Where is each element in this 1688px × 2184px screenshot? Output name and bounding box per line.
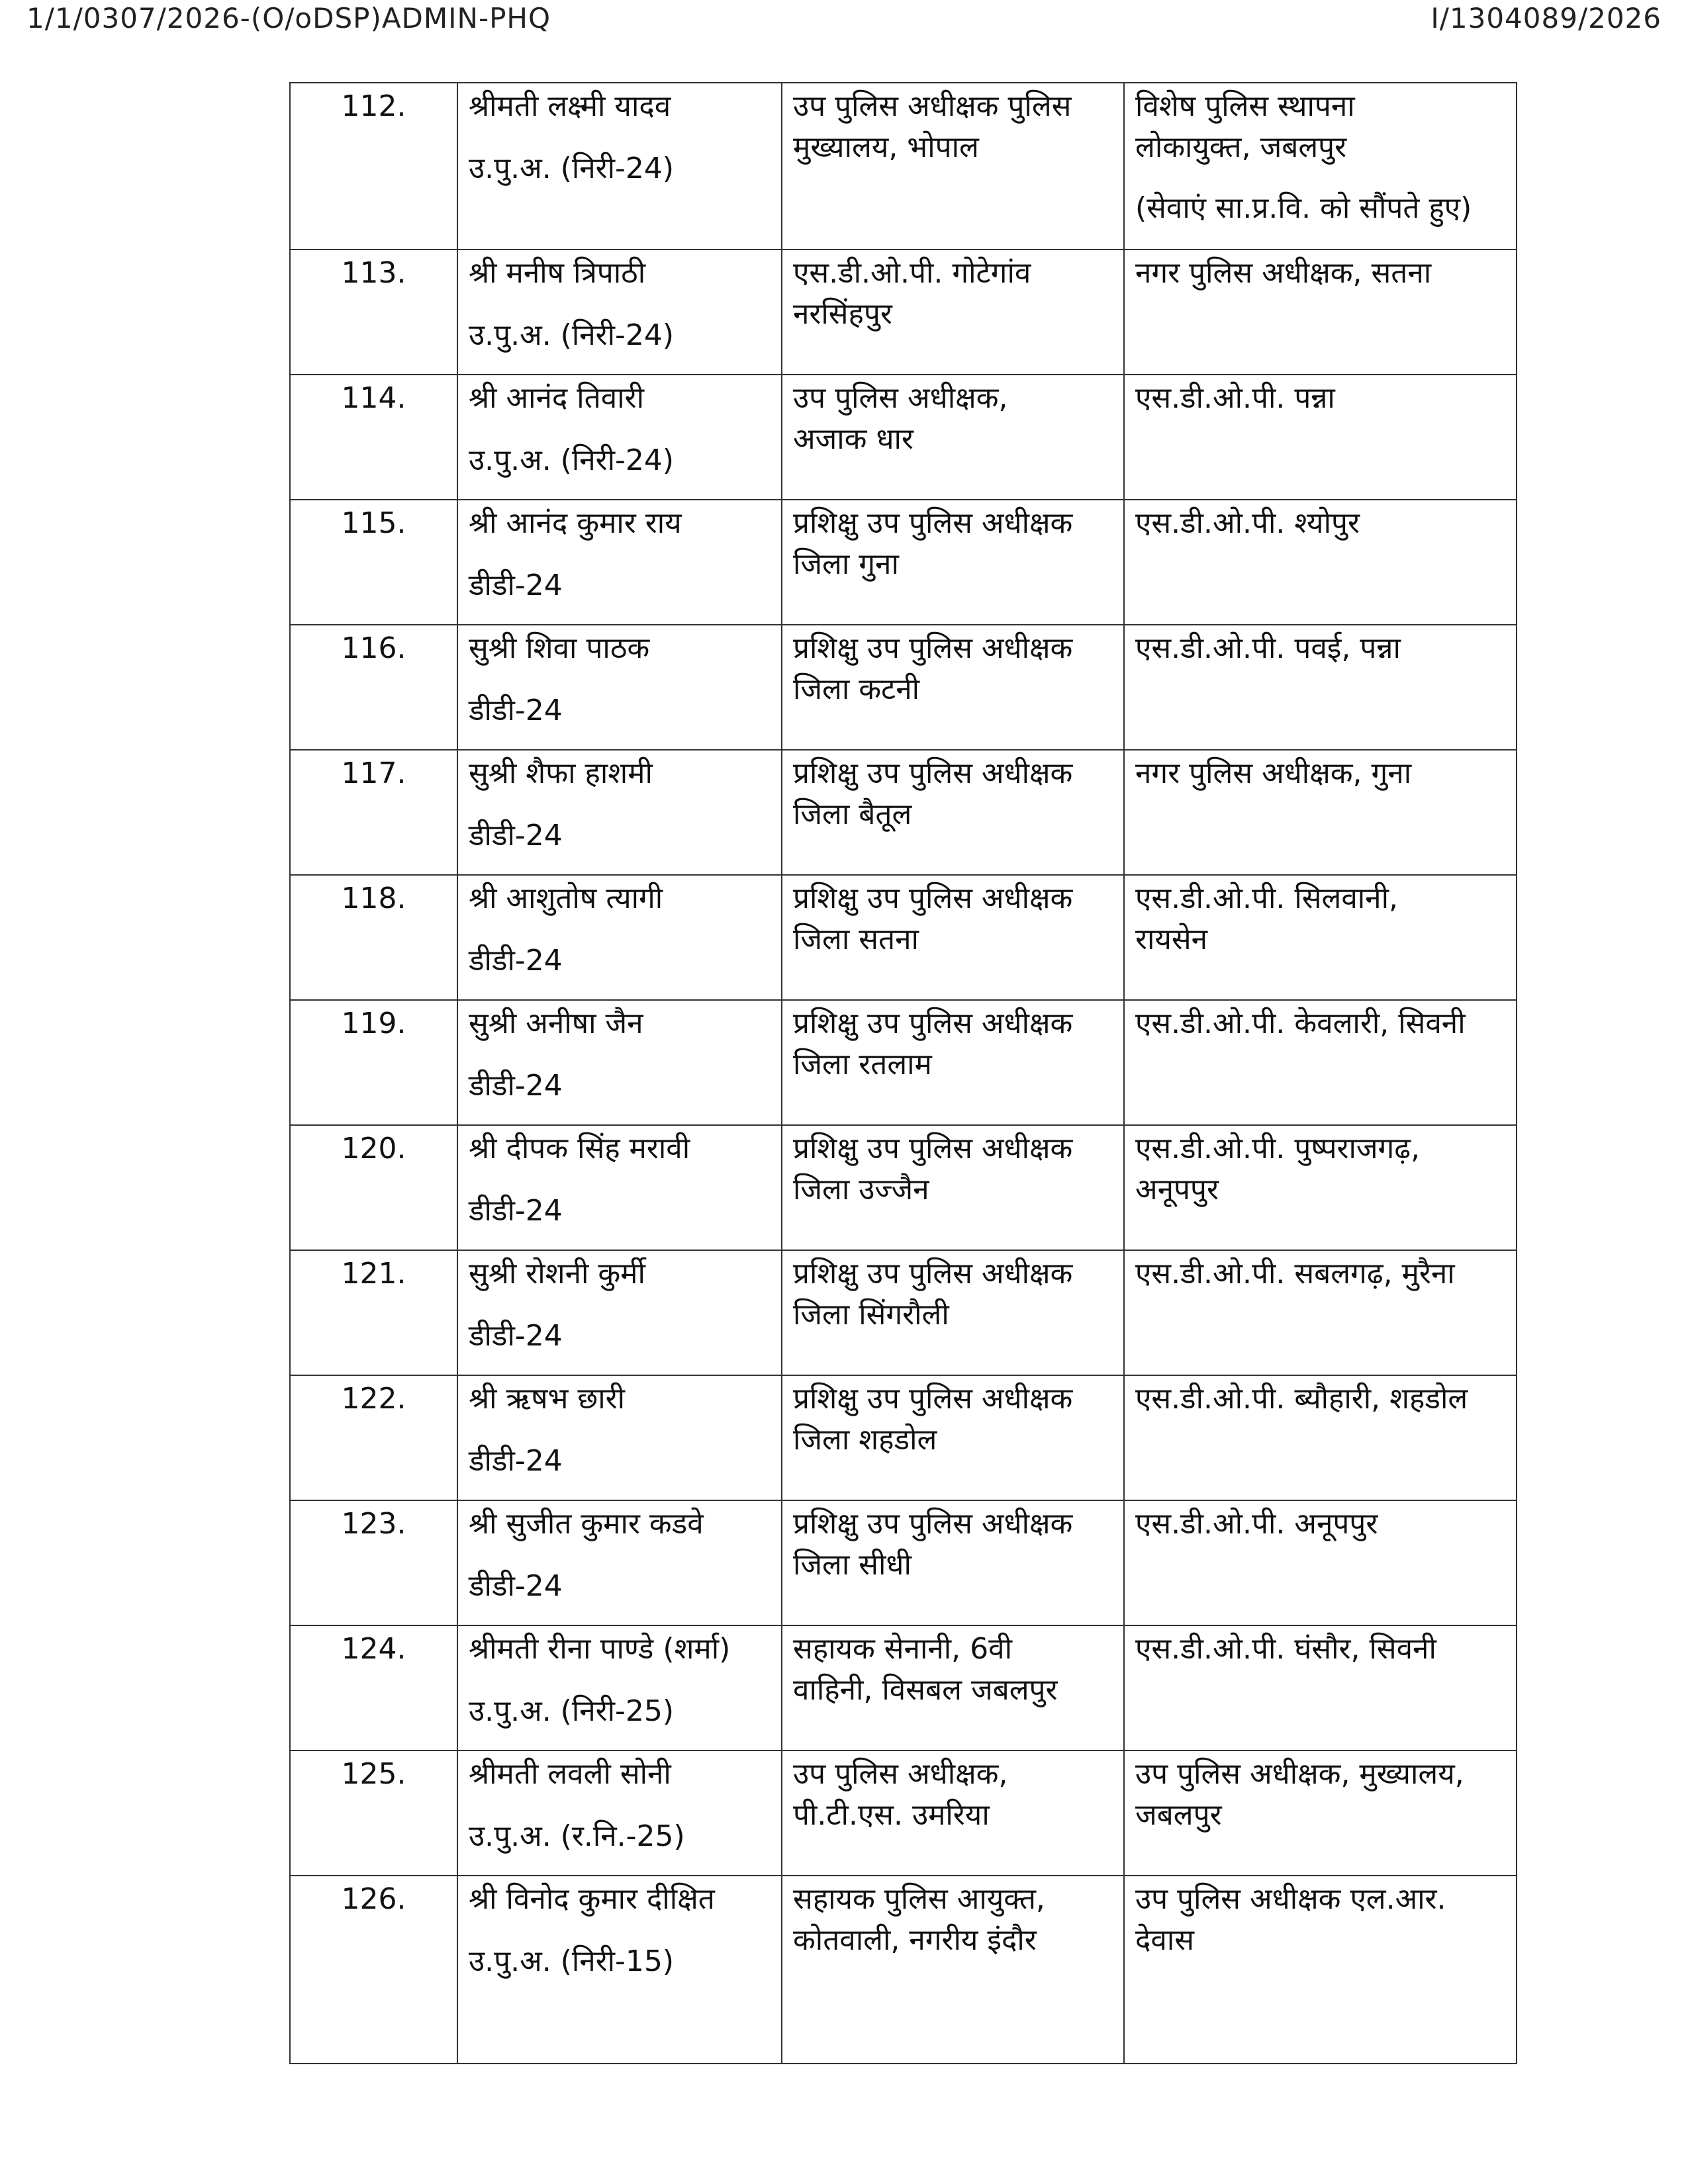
officer-cell [457,1375,782,1500]
serial-number-cell: 115. [290,500,457,625]
current-posting-cell [782,750,1124,875]
officer-cell [457,625,782,750]
table-row [290,83,1517,250]
new-posting-line: उप पुलिस अधीक्षक, मुख्यालय, [1135,1757,1464,1791]
new-posting-line: एस.डी.ओ.पी. अनूपपुर [1135,1507,1378,1541]
serial-number-cell: 125. [290,1751,457,1876]
officer-cell [457,1000,782,1125]
new-posting-cell [1124,250,1517,375]
current-posting-cell [782,1625,1124,1751]
current-posting-cell [782,250,1124,375]
new-posting-line: एस.डी.ओ.पी. सबलगढ़, मुरैना [1135,1257,1455,1291]
officer-rank: उ.पु.अ. (निरी-24) [469,443,675,477]
new-posting-line: एस.डी.ओ.पी. ब्यौहारी, शहडोल [1135,1382,1468,1416]
current-posting-line: नरसिंहपुर [793,297,892,331]
current-posting-line: जिला शहडोल [793,1423,937,1457]
new-posting-line: उप पुलिस अधीक्षक एल.आर. [1135,1882,1446,1916]
current-posting-line: प्रशिक्षु उप पुलिस अधीक्षक [793,1132,1073,1165]
current-posting-line: जिला सतना [793,923,919,956]
serial-number-cell: 112. [290,83,457,250]
officer-rank: डीडी-24 [469,1444,563,1478]
new-posting-line: रायसेन [1135,923,1208,956]
current-posting-line: सहायक पुलिस आयुक्त, [793,1882,1045,1916]
officer-rank: डीडी-24 [469,1319,563,1353]
table-row [290,750,1517,875]
serial-number-cell: 126. [290,1876,457,2064]
officer-cell [457,375,782,500]
current-posting-line: एस.डी.ओ.पी. गोटेगांव [793,256,1031,290]
current-posting-line: उप पुलिस अधीक्षक, [793,381,1008,415]
current-posting-cell [782,1500,1124,1625]
officer-cell [457,83,782,250]
current-posting-line: प्रशिक्षु उप पुलिस अधीक्षक [793,1382,1073,1416]
current-posting-cell [782,875,1124,1000]
serial-number-cell: 122. [290,1375,457,1500]
table-row [290,1250,1517,1375]
officer-name: श्री मनीष त्रिपाठी [469,256,646,290]
current-posting-line: कोतवाली, नगरीय इंदौर [793,1923,1037,1957]
document-reference-right: I/1304089/2026 [1430,2,1662,34]
current-posting-cell [782,83,1124,250]
new-posting-cell [1124,1500,1517,1625]
new-posting-line: एस.डी.ओ.पी. श्योपुर [1135,506,1360,540]
officer-cell [457,1876,782,2064]
new-posting-line: अनूपपुर [1135,1173,1219,1206]
new-posting-line: विशेष पुलिस स्थापना [1135,89,1355,123]
serial-number-cell: 120. [290,1125,457,1250]
officer-name: श्री सुजीत कुमार कडवे [469,1507,704,1541]
transfer-table [289,82,1517,2064]
new-posting-cell [1124,625,1517,750]
current-posting-line: जिला बैतूल [793,797,912,831]
table-row [290,1500,1517,1625]
officer-cell [457,250,782,375]
table-row [290,1876,1517,2064]
new-posting-line: नगर पुलिस अधीक्षक, सतना [1135,256,1432,290]
new-posting-cell [1124,1751,1517,1876]
officer-cell [457,1625,782,1751]
new-posting-line: एस.डी.ओ.पी. पन्ना [1135,381,1335,415]
officer-name: श्री दीपक सिंह मरावी [469,1132,690,1165]
officer-name: सुश्री शैफा हाशमी [469,756,653,790]
serial-number-cell: 121. [290,1250,457,1375]
serial-number-cell: 119. [290,1000,457,1125]
current-posting-line: उप पुलिस अधीक्षक, [793,1757,1008,1791]
serial-number-cell: 123. [290,1500,457,1625]
new-posting-cell [1124,1000,1517,1125]
new-posting-cell [1124,875,1517,1000]
current-posting-line: प्रशिक्षु उप पुलिस अधीक्षक [793,1007,1073,1040]
officer-name: श्री आनंद तिवारी [469,381,645,415]
current-posting-cell [782,625,1124,750]
current-posting-cell [782,1250,1124,1375]
current-posting-line: पी.टी.एस. उमरिया [793,1798,990,1832]
new-posting-line: एस.डी.ओ.पी. केवलारी, सिवनी [1135,1007,1466,1040]
current-posting-cell [782,1375,1124,1500]
new-posting-cell [1124,1625,1517,1751]
new-posting-cell [1124,1375,1517,1500]
posting-note: (सेवाएं सा.प्र.वि. को सौंपते हुए) [1135,191,1472,225]
new-posting-cell [1124,1876,1517,2064]
officer-rank: डीडी-24 [469,1194,563,1228]
officer-cell [457,750,782,875]
table-row [290,500,1517,625]
officer-rank: उ.पु.अ. (र.नि.-25) [469,1819,685,1853]
officer-rank: डीडी-24 [469,944,563,978]
officer-rank: डीडी-24 [469,569,563,602]
table-row [290,875,1517,1000]
document-reference-left: 1/1/0307/2026-(O/oDSP)ADMIN-PHQ [26,2,551,34]
new-posting-cell [1124,83,1517,250]
officer-cell [457,875,782,1000]
officer-rank: डीडी-24 [469,1569,563,1603]
officer-name: श्रीमती लक्ष्मी यादव [469,89,671,123]
officer-cell [457,1125,782,1250]
new-posting-cell [1124,1250,1517,1375]
table-row [290,1125,1517,1250]
officer-name: सुश्री अनीषा जैन [469,1007,643,1040]
current-posting-cell [782,1000,1124,1125]
serial-number-cell: 117. [290,750,457,875]
current-posting-line: वाहिनी, विसबल जबलपुर [793,1673,1058,1707]
current-posting-cell [782,375,1124,500]
current-posting-line: प्रशिक्षु उप पुलिस अधीक्षक [793,882,1073,915]
current-posting-line: जिला गुना [793,547,899,581]
table-row [290,1000,1517,1125]
officer-name: श्री विनोद कुमार दीक्षित [469,1882,715,1916]
serial-number-cell: 116. [290,625,457,750]
officer-name: श्री आनंद कुमार राय [469,506,682,540]
current-posting-cell [782,1876,1124,2064]
table-row [290,250,1517,375]
officer-cell [457,1500,782,1625]
table-row [290,375,1517,500]
officer-rank: उ.पु.अ. (निरी-24) [469,318,675,352]
current-posting-line: जिला कटनी [793,672,920,706]
new-posting-line: एस.डी.ओ.पी. घंसौर, सिवनी [1135,1632,1436,1666]
officer-name: श्री ऋषभ छारी [469,1382,626,1416]
table-row [290,625,1517,750]
table-row [290,1751,1517,1876]
current-posting-line: प्रशिक्षु उप पुलिस अधीक्षक [793,506,1073,540]
officer-name: सुश्री शिवा पाठक [469,631,650,665]
current-posting-line: सहायक सेनानी, 6वी [793,1632,1013,1666]
current-posting-line: मुख्यालय, भोपाल [793,130,979,164]
current-posting-line: प्रशिक्षु उप पुलिस अधीक्षक [793,1257,1073,1291]
current-posting-line: जिला उज्जैन [793,1173,929,1206]
officer-rank: डीडी-24 [469,1069,563,1103]
officer-cell [457,1250,782,1375]
officer-rank: उ.पु.अ. (निरी-15) [469,1944,675,1978]
table-row [290,1625,1517,1751]
officer-name: श्री आशुतोष त्यागी [469,882,663,915]
new-posting-line: एस.डी.ओ.पी. पवई, पन्ना [1135,631,1401,665]
current-posting-line: उप पुलिस अधीक्षक पुलिस [793,89,1072,123]
officer-rank: उ.पु.अ. (निरी-25) [469,1694,675,1728]
new-posting-line: देवास [1135,1923,1194,1957]
serial-number-cell: 118. [290,875,457,1000]
transfer-table-body [290,83,1517,2064]
current-posting-cell [782,1125,1124,1250]
current-posting-line: प्रशिक्षु उप पुलिस अधीक्षक [793,631,1073,665]
officer-name: श्रीमती लवली सोनी [469,1757,671,1791]
serial-number-cell: 124. [290,1625,457,1751]
serial-number-cell: 114. [290,375,457,500]
current-posting-line: जिला रतलाम [793,1048,932,1081]
current-posting-cell [782,1751,1124,1876]
new-posting-cell [1124,375,1517,500]
table-row [290,1375,1517,1500]
officer-rank: डीडी-24 [469,819,563,852]
officer-cell [457,1751,782,1876]
officer-name: सुश्री रोशनी कुर्मी [469,1257,645,1291]
new-posting-line: लोकायुक्त, जबलपुर [1135,130,1347,164]
new-posting-line: एस.डी.ओ.पी. पुष्पराजगढ़, [1135,1132,1421,1165]
new-posting-line: एस.डी.ओ.पी. सिलवानी, [1135,882,1398,915]
new-posting-cell [1124,1125,1517,1250]
officer-name: श्रीमती रीना पाण्डे (शर्मा) [469,1632,731,1666]
officer-rank: डीडी-24 [469,694,563,727]
current-posting-line: जिला सिंगरौली [793,1298,949,1332]
serial-number-cell: 113. [290,250,457,375]
new-posting-cell [1124,750,1517,875]
officer-rank: उ.पु.अ. (निरी-24) [469,152,675,185]
current-posting-line: अजाक धार [793,422,914,456]
officer-cell [457,500,782,625]
current-posting-line: प्रशिक्षु उप पुलिस अधीक्षक [793,756,1073,790]
new-posting-line: नगर पुलिस अधीक्षक, गुना [1135,756,1412,790]
current-posting-line: प्रशिक्षु उप पुलिस अधीक्षक [793,1507,1073,1541]
new-posting-line: जबलपुर [1135,1798,1222,1832]
current-posting-line: जिला सीधी [793,1548,912,1582]
new-posting-cell [1124,500,1517,625]
current-posting-cell [782,500,1124,625]
